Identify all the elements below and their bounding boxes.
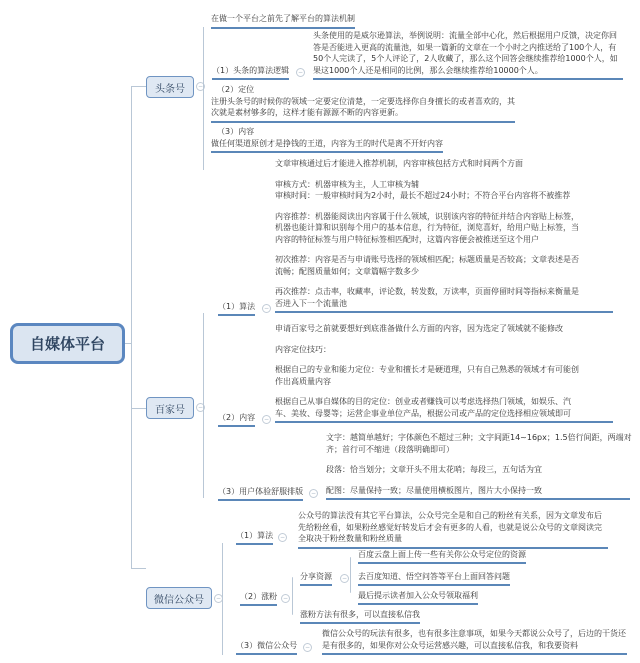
toutiao-section-3: （3）内容 做任何渠道原创才是挣钱的王道，内容为王的时代是离不开好内容 xyxy=(211,126,443,153)
toutiao-section-2: （2）定位 注册头条号的时候你的领域一定要定位清楚，一定要选择你自身擅长的或者喜欢的，其 次就是素材够多的，这样才能有源源不断的内容更新。 xyxy=(211,84,515,123)
toutiao-connector xyxy=(131,86,146,87)
weixin-section-1-text: 公众号的算法没有其它平台算法，公众号完全是和自己的粉丝有关系，因为文章发布后 先给粉丝看，如果粉丝感觉好转发后才会有更多的人看，也就是说公众号的文章阅读完 全取决于粉丝数量和粉丝质量 xyxy=(298,510,608,549)
toutiao-bracket xyxy=(203,27,204,170)
collapse-icon[interactable]: − xyxy=(304,644,311,651)
baijia-section-3-text: 文字：越简单越好；字体颜色不超过三种；文字间距14~16px；1.5倍行间距，两端对 齐；首行可不缩进（段落明确即可） 段落：恰当划分；文章开头不用太花哨；每段三，五句话为宜 配图：尽量保持一致；尽量使用横板图片，图片大小保持一致 xyxy=(326,432,630,500)
collapse-icon[interactable]: − xyxy=(215,595,222,602)
collapse-icon[interactable]: − xyxy=(263,305,270,312)
share-resources-label: 分享资源 xyxy=(300,571,332,586)
zhangfen-note: 涨粉方法有很多，可以直接私信我 xyxy=(300,609,420,624)
root-trunk-line xyxy=(131,86,132,568)
toutiao-node[interactable] xyxy=(146,76,194,98)
weixin-connector xyxy=(131,568,146,569)
collapse-icon[interactable]: − xyxy=(282,595,289,602)
weixin-label: 微信公众号 xyxy=(154,594,204,606)
weixin-node[interactable] xyxy=(146,587,212,609)
baijia-section-2-label: （2）内容 xyxy=(218,412,255,427)
collapse-icon[interactable]: − xyxy=(279,534,286,541)
intro-text: 在做一个平台之前先了解平台的算法机制 xyxy=(211,13,355,29)
collapse-icon[interactable]: − xyxy=(341,575,348,582)
baijia-bracket xyxy=(203,313,204,498)
share-item-3: 最后提示读者加入公众号领取福利 xyxy=(358,590,478,605)
share-item-1: 百度云盘上面上传一些有关你公众号定位的资源 xyxy=(358,549,526,564)
weixin-section-1-label: （1）算法 xyxy=(236,530,273,545)
root-node[interactable] xyxy=(10,323,125,364)
baijia-label: 百家号 xyxy=(155,404,185,416)
toutiao-label: 头条号 xyxy=(155,83,185,95)
collapse-icon[interactable]: − xyxy=(297,69,304,76)
baijia-node[interactable] xyxy=(146,397,194,419)
collapse-icon[interactable]: − xyxy=(263,416,270,423)
collapse-icon[interactable]: − xyxy=(197,404,204,411)
baijia-section-1-text: 文章审核通过后才能进入推荐机制，内容审核包括方式和时间两个方面 审核方式：机器审核为主，人工审核为辅 审核时间：一般审核时间为2小时，最长不超过24小时；不符合平台内容将不被推荐 内容推荐：机器能阅读出内容属于什么领域，识别该内容的特征并结合内容贴上标签， 机器也能计算和识别每个用户的基本信息，行为特征，浏览喜好，给用户贴上标签，当 内容的特征标签与用户特征标签相匹配时，这篇内容便会被推送至这个用户 初次推荐：内容是否与申请账号选择的领域相匹配；标题质量是否较高；文章表述是否 流畅；配图质量如何；文章篇幅字数多少 再次推荐：点击率，收藏率，评论数，转发数，万读率，页面停留时间等指标来衡量是 否进入下一个流量池 xyxy=(275,158,613,313)
baijia-connector xyxy=(131,408,146,409)
baijia-section-3-label: （3）用户体验舒服排版 xyxy=(218,486,303,501)
root-connector xyxy=(125,343,131,344)
collapse-icon[interactable]: − xyxy=(310,490,317,497)
weixin-section-3-label: （3）微信公众号 xyxy=(236,640,297,655)
zhangfen-bracket xyxy=(292,577,293,615)
collapse-icon[interactable]: − xyxy=(197,83,204,90)
root-label: 自媒体平台 xyxy=(29,335,105,353)
toutiao-section-1-label: （1）头条的算法逻辑 xyxy=(212,65,289,80)
weixin-bracket xyxy=(222,543,223,655)
toutiao-section-1-text: 头条使用的是威尔逊算法，举例说明：流量全部中心化，然后根据用户反馈，决定你回 答是否能进入更高的流量池，如果一篇新的文章在一个小时之内推送给了100个人，有 50个人完读了，5个人评论了，2人收藏了，那么这个回答会继续推荐给1000个人，如 果这1000个人还是相同的比例，那么会继续推荐给10000个人。 xyxy=(313,30,623,80)
baijia-section-2-text: 申请百家号之前就要想好到底准备做什么方面的内容，因为选定了领域就不能修改 内容定位技巧： 根据自己的专业和能力定位：专业和擅长才是硬道理，只有自己熟悉的领域才有可能创 作出高质量内容 根据自己从事自媒体的目的定位：创业或者赚钱可以考虑选择热门领域，如娱乐、汽 车、美妆、母婴等；运营企事业单位产品，根据公司或产品的定位选择相应领域即可 xyxy=(275,323,613,423)
weixin-section-2-label: （2）涨粉 xyxy=(240,591,277,606)
share-bracket xyxy=(350,557,351,593)
baijia-section-1-label: （1）算法 xyxy=(218,301,255,316)
share-item-2: 去百度知道、悟空问答等平台上面回答问题 xyxy=(358,571,510,586)
weixin-section-3-text: 微信公众号的玩法有很多，也有很多注意事项，如果今天都说公众号了，后边的干货还 是有很多的，如果你对公众号运营感兴趣，可以直接私信我，和我要资料 xyxy=(322,628,627,655)
